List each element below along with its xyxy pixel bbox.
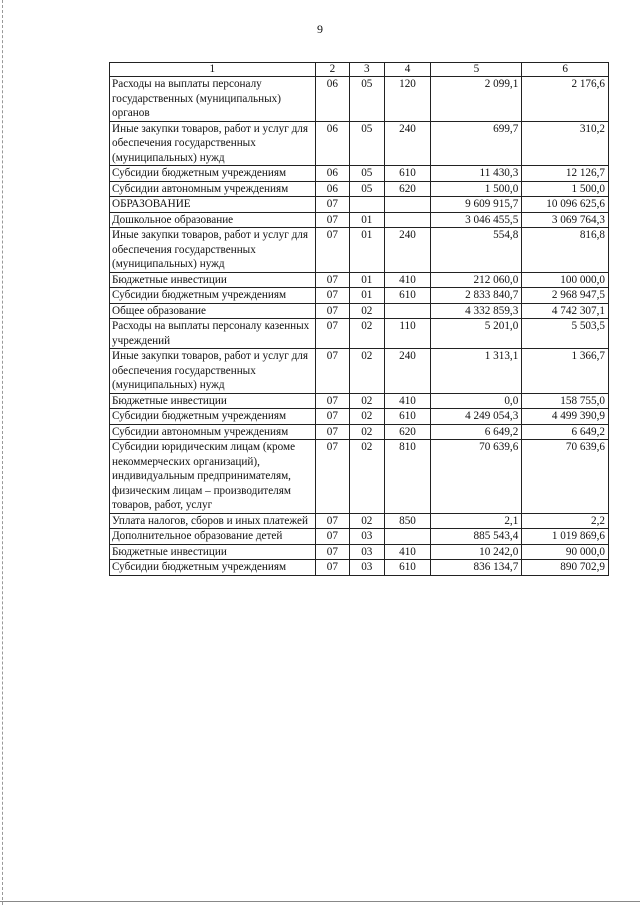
row-name-cell: Бюджетные инвестиции bbox=[110, 393, 316, 409]
row-amount-year2-cell: 1 500,0 bbox=[522, 181, 609, 197]
row-amount-year2-cell: 816,8 bbox=[522, 228, 609, 273]
row-amount-year2-cell: 890 702,9 bbox=[522, 560, 609, 576]
column-number-3: 3 bbox=[350, 63, 384, 77]
table-row bbox=[110, 181, 609, 197]
row-subsection-cell: 02 bbox=[350, 409, 384, 425]
row-amount-year1-cell: 2 833 840,7 bbox=[431, 288, 522, 304]
row-section-cell: 07 bbox=[315, 409, 349, 425]
table-row bbox=[110, 228, 609, 273]
table-row bbox=[110, 349, 609, 394]
row-subsection-cell: 02 bbox=[350, 513, 384, 529]
row-name-cell: Иные закупки товаров, работ и услуг для обеспечения государственных (муниципальных) нужд bbox=[110, 228, 316, 273]
row-amount-year2-cell: 4 499 390,9 bbox=[522, 409, 609, 425]
row-name-cell: Дополнительное образование детей bbox=[110, 529, 316, 545]
row-subsection-cell: 02 bbox=[350, 393, 384, 409]
row-amount-year1-cell: 70 639,6 bbox=[431, 440, 522, 514]
row-amount-year2-cell: 2,2 bbox=[522, 513, 609, 529]
row-amount-year2-cell: 2 968 947,5 bbox=[522, 288, 609, 304]
row-amount-year1-cell: 6 649,2 bbox=[431, 424, 522, 440]
table-header-row bbox=[110, 63, 609, 77]
row-amount-year1-cell: 9 609 915,7 bbox=[431, 197, 522, 213]
row-amount-year2-cell: 2 176,6 bbox=[522, 77, 609, 122]
row-section-cell: 07 bbox=[315, 513, 349, 529]
row-amount-year2-cell: 310,2 bbox=[522, 121, 609, 166]
row-name-cell: Субсидии бюджетным учреждениям bbox=[110, 288, 316, 304]
row-expense-type-cell: 620 bbox=[384, 424, 431, 440]
row-expense-type-cell bbox=[384, 529, 431, 545]
row-amount-year1-cell: 699,7 bbox=[431, 121, 522, 166]
row-subsection-cell: 01 bbox=[350, 212, 384, 228]
row-amount-year1-cell: 4 249 054,3 bbox=[431, 409, 522, 425]
row-amount-year1-cell: 885 543,4 bbox=[431, 529, 522, 545]
row-subsection-cell: 05 bbox=[350, 181, 384, 197]
row-amount-year1-cell: 1 500,0 bbox=[431, 181, 522, 197]
table-row bbox=[110, 303, 609, 319]
row-name-cell: Бюджетные инвестиции bbox=[110, 272, 316, 288]
row-name-cell: Общее образование bbox=[110, 303, 316, 319]
row-section-cell: 06 bbox=[315, 121, 349, 166]
row-section-cell: 07 bbox=[315, 560, 349, 576]
row-amount-year2-cell: 3 069 764,3 bbox=[522, 212, 609, 228]
row-name-cell: Субсидии автономным учреждениям bbox=[110, 181, 316, 197]
row-section-cell: 07 bbox=[315, 349, 349, 394]
table-row bbox=[110, 529, 609, 545]
row-name-cell: Субсидии автономным учреждениям bbox=[110, 424, 316, 440]
row-amount-year1-cell: 4 332 859,3 bbox=[431, 303, 522, 319]
row-amount-year1-cell: 0,0 bbox=[431, 393, 522, 409]
table-row bbox=[110, 544, 609, 560]
table-row bbox=[110, 513, 609, 529]
row-expense-type-cell bbox=[384, 303, 431, 319]
row-amount-year1-cell: 212 060,0 bbox=[431, 272, 522, 288]
table-row bbox=[110, 212, 609, 228]
table-row bbox=[110, 319, 609, 349]
row-expense-type-cell: 410 bbox=[384, 393, 431, 409]
row-section-cell: 07 bbox=[315, 393, 349, 409]
column-number-5: 5 bbox=[431, 63, 522, 77]
row-subsection-cell: 01 bbox=[350, 288, 384, 304]
row-subsection-cell: 02 bbox=[350, 303, 384, 319]
row-amount-year2-cell: 6 649,2 bbox=[522, 424, 609, 440]
row-subsection-cell: 01 bbox=[350, 228, 384, 273]
row-amount-year2-cell: 100 000,0 bbox=[522, 272, 609, 288]
row-amount-year2-cell: 1 019 869,6 bbox=[522, 529, 609, 545]
table-row bbox=[110, 272, 609, 288]
row-amount-year2-cell: 90 000,0 bbox=[522, 544, 609, 560]
row-expense-type-cell: 850 bbox=[384, 513, 431, 529]
row-subsection-cell: 05 bbox=[350, 121, 384, 166]
row-subsection-cell: 03 bbox=[350, 529, 384, 545]
scan-edge-left bbox=[2, 0, 4, 905]
row-expense-type-cell: 610 bbox=[384, 409, 431, 425]
row-name-cell: Расходы на выплаты персоналу казенных учреждений bbox=[110, 319, 316, 349]
row-expense-type-cell: 240 bbox=[384, 228, 431, 273]
row-amount-year1-cell: 2,1 bbox=[431, 513, 522, 529]
row-section-cell: 07 bbox=[315, 529, 349, 545]
row-name-cell: Бюджетные инвестиции bbox=[110, 544, 316, 560]
table-row bbox=[110, 121, 609, 166]
row-name-cell: Субсидии юридическим лицам (кроме некоммерческих организаций), индивидуальным предпринимателям, физическим лицам – производителям товаров, работ, услуг bbox=[110, 440, 316, 514]
row-name-cell: Расходы на выплаты персоналу государственных (муниципальных) органов bbox=[110, 77, 316, 122]
row-subsection-cell: 03 bbox=[350, 544, 384, 560]
row-section-cell: 07 bbox=[315, 440, 349, 514]
row-amount-year1-cell: 3 046 455,5 bbox=[431, 212, 522, 228]
row-section-cell: 07 bbox=[315, 319, 349, 349]
row-expense-type-cell: 610 bbox=[384, 288, 431, 304]
row-subsection-cell: 02 bbox=[350, 349, 384, 394]
table-row bbox=[110, 166, 609, 182]
row-expense-type-cell: 240 bbox=[384, 121, 431, 166]
row-name-cell: ОБРАЗОВАНИЕ bbox=[110, 197, 316, 213]
row-section-cell: 07 bbox=[315, 303, 349, 319]
table-row bbox=[110, 77, 609, 122]
row-amount-year2-cell: 1 366,7 bbox=[522, 349, 609, 394]
table-row bbox=[110, 440, 609, 514]
row-section-cell: 07 bbox=[315, 197, 349, 213]
row-amount-year1-cell: 836 134,7 bbox=[431, 560, 522, 576]
row-name-cell: Иные закупки товаров, работ и услуг для обеспечения государственных (муниципальных) нужд bbox=[110, 349, 316, 394]
row-section-cell: 07 bbox=[315, 288, 349, 304]
table-row bbox=[110, 560, 609, 576]
table-row bbox=[110, 288, 609, 304]
row-section-cell: 06 bbox=[315, 77, 349, 122]
row-amount-year1-cell: 2 099,1 bbox=[431, 77, 522, 122]
row-name-cell: Субсидии бюджетным учреждениям bbox=[110, 560, 316, 576]
row-section-cell: 07 bbox=[315, 544, 349, 560]
scan-edge-bottom bbox=[0, 901, 640, 903]
row-name-cell: Иные закупки товаров, работ и услуг для обеспечения государственных (муниципальных) нужд bbox=[110, 121, 316, 166]
row-section-cell: 07 bbox=[315, 212, 349, 228]
row-amount-year2-cell: 4 742 307,1 bbox=[522, 303, 609, 319]
row-expense-type-cell: 410 bbox=[384, 272, 431, 288]
row-expense-type-cell: 240 bbox=[384, 349, 431, 394]
table-row bbox=[110, 409, 609, 425]
row-section-cell: 06 bbox=[315, 181, 349, 197]
column-number-6: 6 bbox=[522, 63, 609, 77]
row-section-cell: 06 bbox=[315, 166, 349, 182]
row-subsection-cell: 03 bbox=[350, 560, 384, 576]
row-section-cell: 07 bbox=[315, 272, 349, 288]
row-amount-year1-cell: 10 242,0 bbox=[431, 544, 522, 560]
row-expense-type-cell: 810 bbox=[384, 440, 431, 514]
row-amount-year2-cell: 5 503,5 bbox=[522, 319, 609, 349]
row-amount-year1-cell: 11 430,3 bbox=[431, 166, 522, 182]
page-number: 9 bbox=[317, 22, 323, 36]
table-row bbox=[110, 424, 609, 440]
row-name-cell: Дошкольное образование bbox=[110, 212, 316, 228]
row-amount-year2-cell: 12 126,7 bbox=[522, 166, 609, 182]
table-row bbox=[110, 197, 609, 213]
row-expense-type-cell bbox=[384, 212, 431, 228]
row-amount-year1-cell: 1 313,1 bbox=[431, 349, 522, 394]
column-number-2: 2 bbox=[315, 63, 349, 77]
row-subsection-cell: 02 bbox=[350, 440, 384, 514]
row-amount-year2-cell: 70 639,6 bbox=[522, 440, 609, 514]
row-expense-type-cell bbox=[384, 197, 431, 213]
row-amount-year2-cell: 10 096 625,6 bbox=[522, 197, 609, 213]
row-name-cell: Субсидии бюджетным учреждениям bbox=[110, 409, 316, 425]
row-expense-type-cell: 120 bbox=[384, 77, 431, 122]
row-amount-year1-cell: 5 201,0 bbox=[431, 319, 522, 349]
row-expense-type-cell: 610 bbox=[384, 166, 431, 182]
column-number-1: 1 bbox=[110, 63, 316, 77]
row-subsection-cell: 05 bbox=[350, 166, 384, 182]
row-subsection-cell: 01 bbox=[350, 272, 384, 288]
row-subsection-cell: 02 bbox=[350, 319, 384, 349]
row-expense-type-cell: 110 bbox=[384, 319, 431, 349]
budget-table-body bbox=[110, 63, 609, 576]
row-section-cell: 07 bbox=[315, 424, 349, 440]
row-subsection-cell bbox=[350, 197, 384, 213]
row-amount-year1-cell: 554,8 bbox=[431, 228, 522, 273]
row-name-cell: Субсидии бюджетным учреждениям bbox=[110, 166, 316, 182]
column-number-4: 4 bbox=[384, 63, 431, 77]
row-expense-type-cell: 620 bbox=[384, 181, 431, 197]
row-subsection-cell: 05 bbox=[350, 77, 384, 122]
row-amount-year2-cell: 158 755,0 bbox=[522, 393, 609, 409]
budget-table bbox=[109, 62, 609, 576]
row-subsection-cell: 02 bbox=[350, 424, 384, 440]
row-section-cell: 07 bbox=[315, 228, 349, 273]
row-expense-type-cell: 410 bbox=[384, 544, 431, 560]
row-name-cell: Уплата налогов, сборов и иных платежей bbox=[110, 513, 316, 529]
table-row bbox=[110, 393, 609, 409]
row-expense-type-cell: 610 bbox=[384, 560, 431, 576]
